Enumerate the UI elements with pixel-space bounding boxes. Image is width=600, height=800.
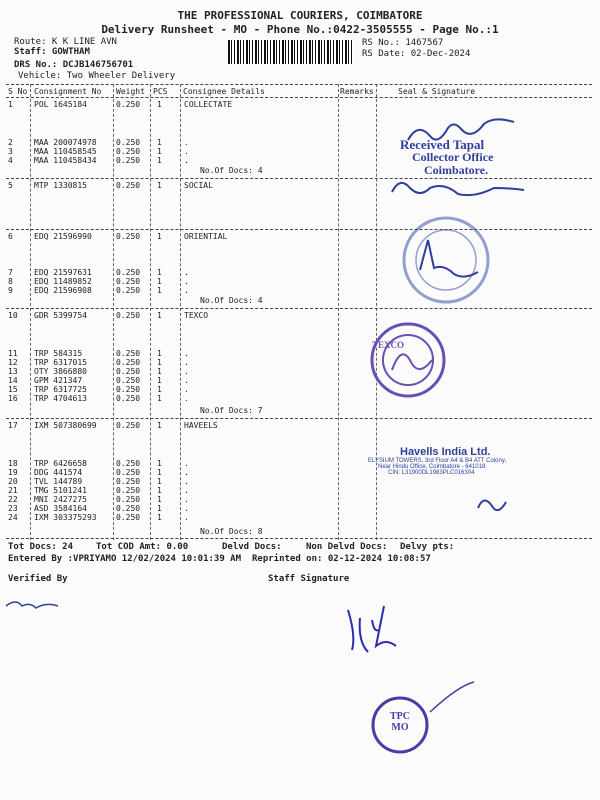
group-docs-count: No.Of Docs: 4 [200,166,263,175]
cell-weight: 0.250 [116,156,141,165]
cell-pcs: 1 [157,100,162,109]
cell-consignment: TRP 4704613 [34,394,87,403]
cell-sno: 15 [8,385,18,394]
col-header-pcs: PCS [153,87,168,96]
group-docs-count: No.Of Docs: 4 [200,296,263,305]
cell-consignment: TRP 6426658 [34,459,87,468]
received-tapal-stamp: Received Tapal Collector Office Coimbatore. [400,137,494,177]
cell-sno: 7 [8,268,13,277]
cell-consignment: DDG 441574 [34,468,83,477]
cell-consignee: . [184,495,189,504]
cell-pcs: 1 [157,286,162,295]
cell-consignee: . [184,486,189,495]
cell-pcs: 1 [157,367,162,376]
cell-sno: 24 [8,513,18,522]
cell-pcs: 1 [157,268,162,277]
cell-consignee: . [184,277,189,286]
cell-weight: 0.250 [116,358,141,367]
cell-weight: 0.250 [116,376,141,385]
cell-consignment: EDQ 11489852 [34,277,92,286]
cell-pcs: 1 [157,277,162,286]
cell-pcs: 1 [157,486,162,495]
cell-weight: 0.250 [116,504,141,513]
cell-weight: 0.250 [116,486,141,495]
cell-sno: 18 [8,459,18,468]
cell-consignee: SOCIAL [184,181,213,190]
handwritten-signature [392,183,524,195]
col-header-seal: Seal & Signature [398,87,476,96]
cell-pcs: 1 [157,138,162,147]
cell-consignee: . [184,156,189,165]
cell-sno: 6 [8,232,13,241]
rs-number: RS No.: 1467567 [362,38,444,48]
cell-consignee: ORIENTIAL [184,232,228,241]
cell-weight: 0.250 [116,147,141,156]
cell-weight: 0.250 [116,311,141,320]
cell-pcs: 1 [157,459,162,468]
cell-consignment: GDR 5399754 [34,311,87,320]
havells-stamp: Havells India Ltd. ELYSIUM TOWERS, 3rd Floor A4 & B4 ATT Colony, Near Hindu Office, Coimbatore - 641018. CIN: L31900DL1983PLC016304 [368,446,507,476]
cell-weight: 0.250 [116,138,141,147]
cell-consignment: GPM 421347 [34,376,83,385]
cell-pcs: 1 [157,468,162,477]
cell-pcs: 1 [157,147,162,156]
cell-sno: 23 [8,504,18,513]
cell-consignment: EDQ 21596908 [34,286,92,295]
cell-sno: 17 [8,421,18,430]
group-docs-count: No.Of Docs: 7 [200,406,263,415]
col-header-consignment: Consignment No [34,87,102,96]
route-label: Route: K K LINE AVN [14,37,117,47]
texco-stamp-label: TEXCO [372,340,405,350]
cell-consignment: TMG 5101241 [34,486,87,495]
cell-pcs: 1 [157,376,162,385]
cell-pcs: 1 [157,232,162,241]
col-header-consignee: Consignee Details [183,87,265,96]
cell-consignment: TRP 6317725 [34,385,87,394]
cell-consignee: . [184,468,189,477]
company-title: THE PROFESSIONAL COURIERS, COIMBATORE [177,9,423,22]
cell-consignee: . [184,286,189,295]
cell-consignee: . [184,477,189,486]
handwritten-signature [420,240,478,277]
cell-sno: 22 [8,495,18,504]
cell-sno: 16 [8,394,18,403]
cell-consignment: MTP 1330815 [34,181,87,190]
delivered-docs: Delvd Docs: [222,542,282,552]
cell-pcs: 1 [157,504,162,513]
cell-sno: 21 [8,486,18,495]
cell-consignment: IXM 303375293 [34,513,97,522]
group-docs-count: No.Of Docs: 8 [200,527,263,536]
handwritten-signature [392,354,432,370]
cell-sno: 13 [8,367,18,376]
cell-consignment: MAA 110458545 [34,147,97,156]
cell-sno: 11 [8,349,18,358]
cell-consignment: ASD 3584164 [34,504,87,513]
cell-consignee: . [184,147,189,156]
col-header-remarks: Remarks [340,87,374,96]
cell-consignee: . [184,138,189,147]
cell-consignment: POL 1645184 [34,100,87,109]
cell-weight: 0.250 [116,268,141,277]
cell-consignee: . [184,385,189,394]
runsheet-title: Delivery Runsheet - MO - Phone No.:0422-3505555 - Page No.:1 [101,23,499,36]
cell-pcs: 1 [157,394,162,403]
cell-consignment: TRP 584315 [34,349,83,358]
cell-consignment: TVL 144789 [34,477,83,486]
cell-pcs: 1 [157,385,162,394]
cell-weight: 0.250 [116,385,141,394]
verifier-handwritten-signature [6,602,58,608]
cell-weight: 0.250 [116,513,141,522]
cell-weight: 0.250 [116,367,141,376]
cell-weight: 0.250 [116,277,141,286]
cell-consignment: EDQ 21596990 [34,232,92,241]
cell-consignment: TRP 6317015 [34,358,87,367]
total-docs: Tot Docs: 24 [8,542,74,552]
cell-sno: 3 [8,147,13,156]
cell-sno: 20 [8,477,18,486]
cell-sno: 19 [8,468,18,477]
cell-pcs: 1 [157,477,162,486]
cell-consignment: MAA 110458434 [34,156,97,165]
cell-sno: 4 [8,156,13,165]
cell-consignee: . [184,504,189,513]
cell-pcs: 1 [157,495,162,504]
cell-consignment: IXM 507380699 [34,421,97,430]
cell-weight: 0.250 [116,232,141,241]
cell-consignee: . [184,394,189,403]
cell-consignee: . [184,376,189,385]
cell-weight: 0.250 [116,468,141,477]
staff-handwritten-signature [348,606,396,652]
staff-signature-label: Staff Signature [268,574,350,584]
cell-sno: 10 [8,311,18,320]
cell-weight: 0.250 [116,459,141,468]
cell-sno: 1 [8,100,13,109]
cell-weight: 0.250 [116,181,141,190]
col-header-sno: S No [8,87,28,96]
handwritten-signature [478,500,506,510]
cell-consignment: MAA 200074978 [34,138,97,147]
cell-consignment: MNI 2427275 [34,495,87,504]
cell-weight: 0.250 [116,349,141,358]
cell-sno: 5 [8,181,13,190]
cell-pcs: 1 [157,358,162,367]
cell-consignee: . [184,367,189,376]
verified-by-label: Verified By [8,574,68,584]
cell-consignee: . [184,459,189,468]
cell-pcs: 1 [157,421,162,430]
cell-consignee: . [184,358,189,367]
cell-consignee: COLLECTATE [184,100,233,109]
cell-sno: 14 [8,376,18,385]
rs-date: RS Date: 02-Dec-2024 [362,49,471,59]
total-cod-amount: Tot COD Amt: 0.00 [96,542,189,552]
cell-weight: 0.250 [116,495,141,504]
cell-consignee: TEXCO [184,311,209,320]
vehicle-label: Vehicle: Two Wheeler Delivery [18,71,176,81]
cell-sno: 2 [8,138,13,147]
cell-weight: 0.250 [116,421,141,430]
cell-consignee: . [184,349,189,358]
entered-by: Entered By :VPRIYAMO 12/02/2024 10:01:39 AM [8,554,241,564]
cell-consignment: OTY 3866880 [34,367,87,376]
cell-weight: 0.250 [116,100,141,109]
cell-weight: 0.250 [116,286,141,295]
reprinted-on: Reprinted on: 02-12-2024 10:08:57 [252,554,431,564]
cell-pcs: 1 [157,513,162,522]
cell-consignee: HAVEELS [184,421,218,430]
cell-pcs: 1 [157,156,162,165]
cell-pcs: 1 [157,349,162,358]
cell-pcs: 1 [157,311,162,320]
delivery-points: Delvy pts: [400,542,455,552]
cell-weight: 0.250 [116,394,141,403]
col-header-weight: Weight [116,87,145,96]
non-delivered-docs: Non Delvd Docs: [306,542,388,552]
tpc-mo-stamp-text: TPC MO [390,711,410,733]
cell-sno: 9 [8,286,13,295]
cell-sno: 8 [8,277,13,286]
cell-weight: 0.250 [116,477,141,486]
cell-consignment: EDQ 21597631 [34,268,92,277]
cell-consignee: . [184,268,189,277]
cell-pcs: 1 [157,181,162,190]
staff-label: Staff: GOWTHAM [14,47,90,57]
cell-sno: 12 [8,358,18,367]
drs-number: DRS No.: DCJB146756701 [14,60,134,70]
cell-consignee: . [184,513,189,522]
